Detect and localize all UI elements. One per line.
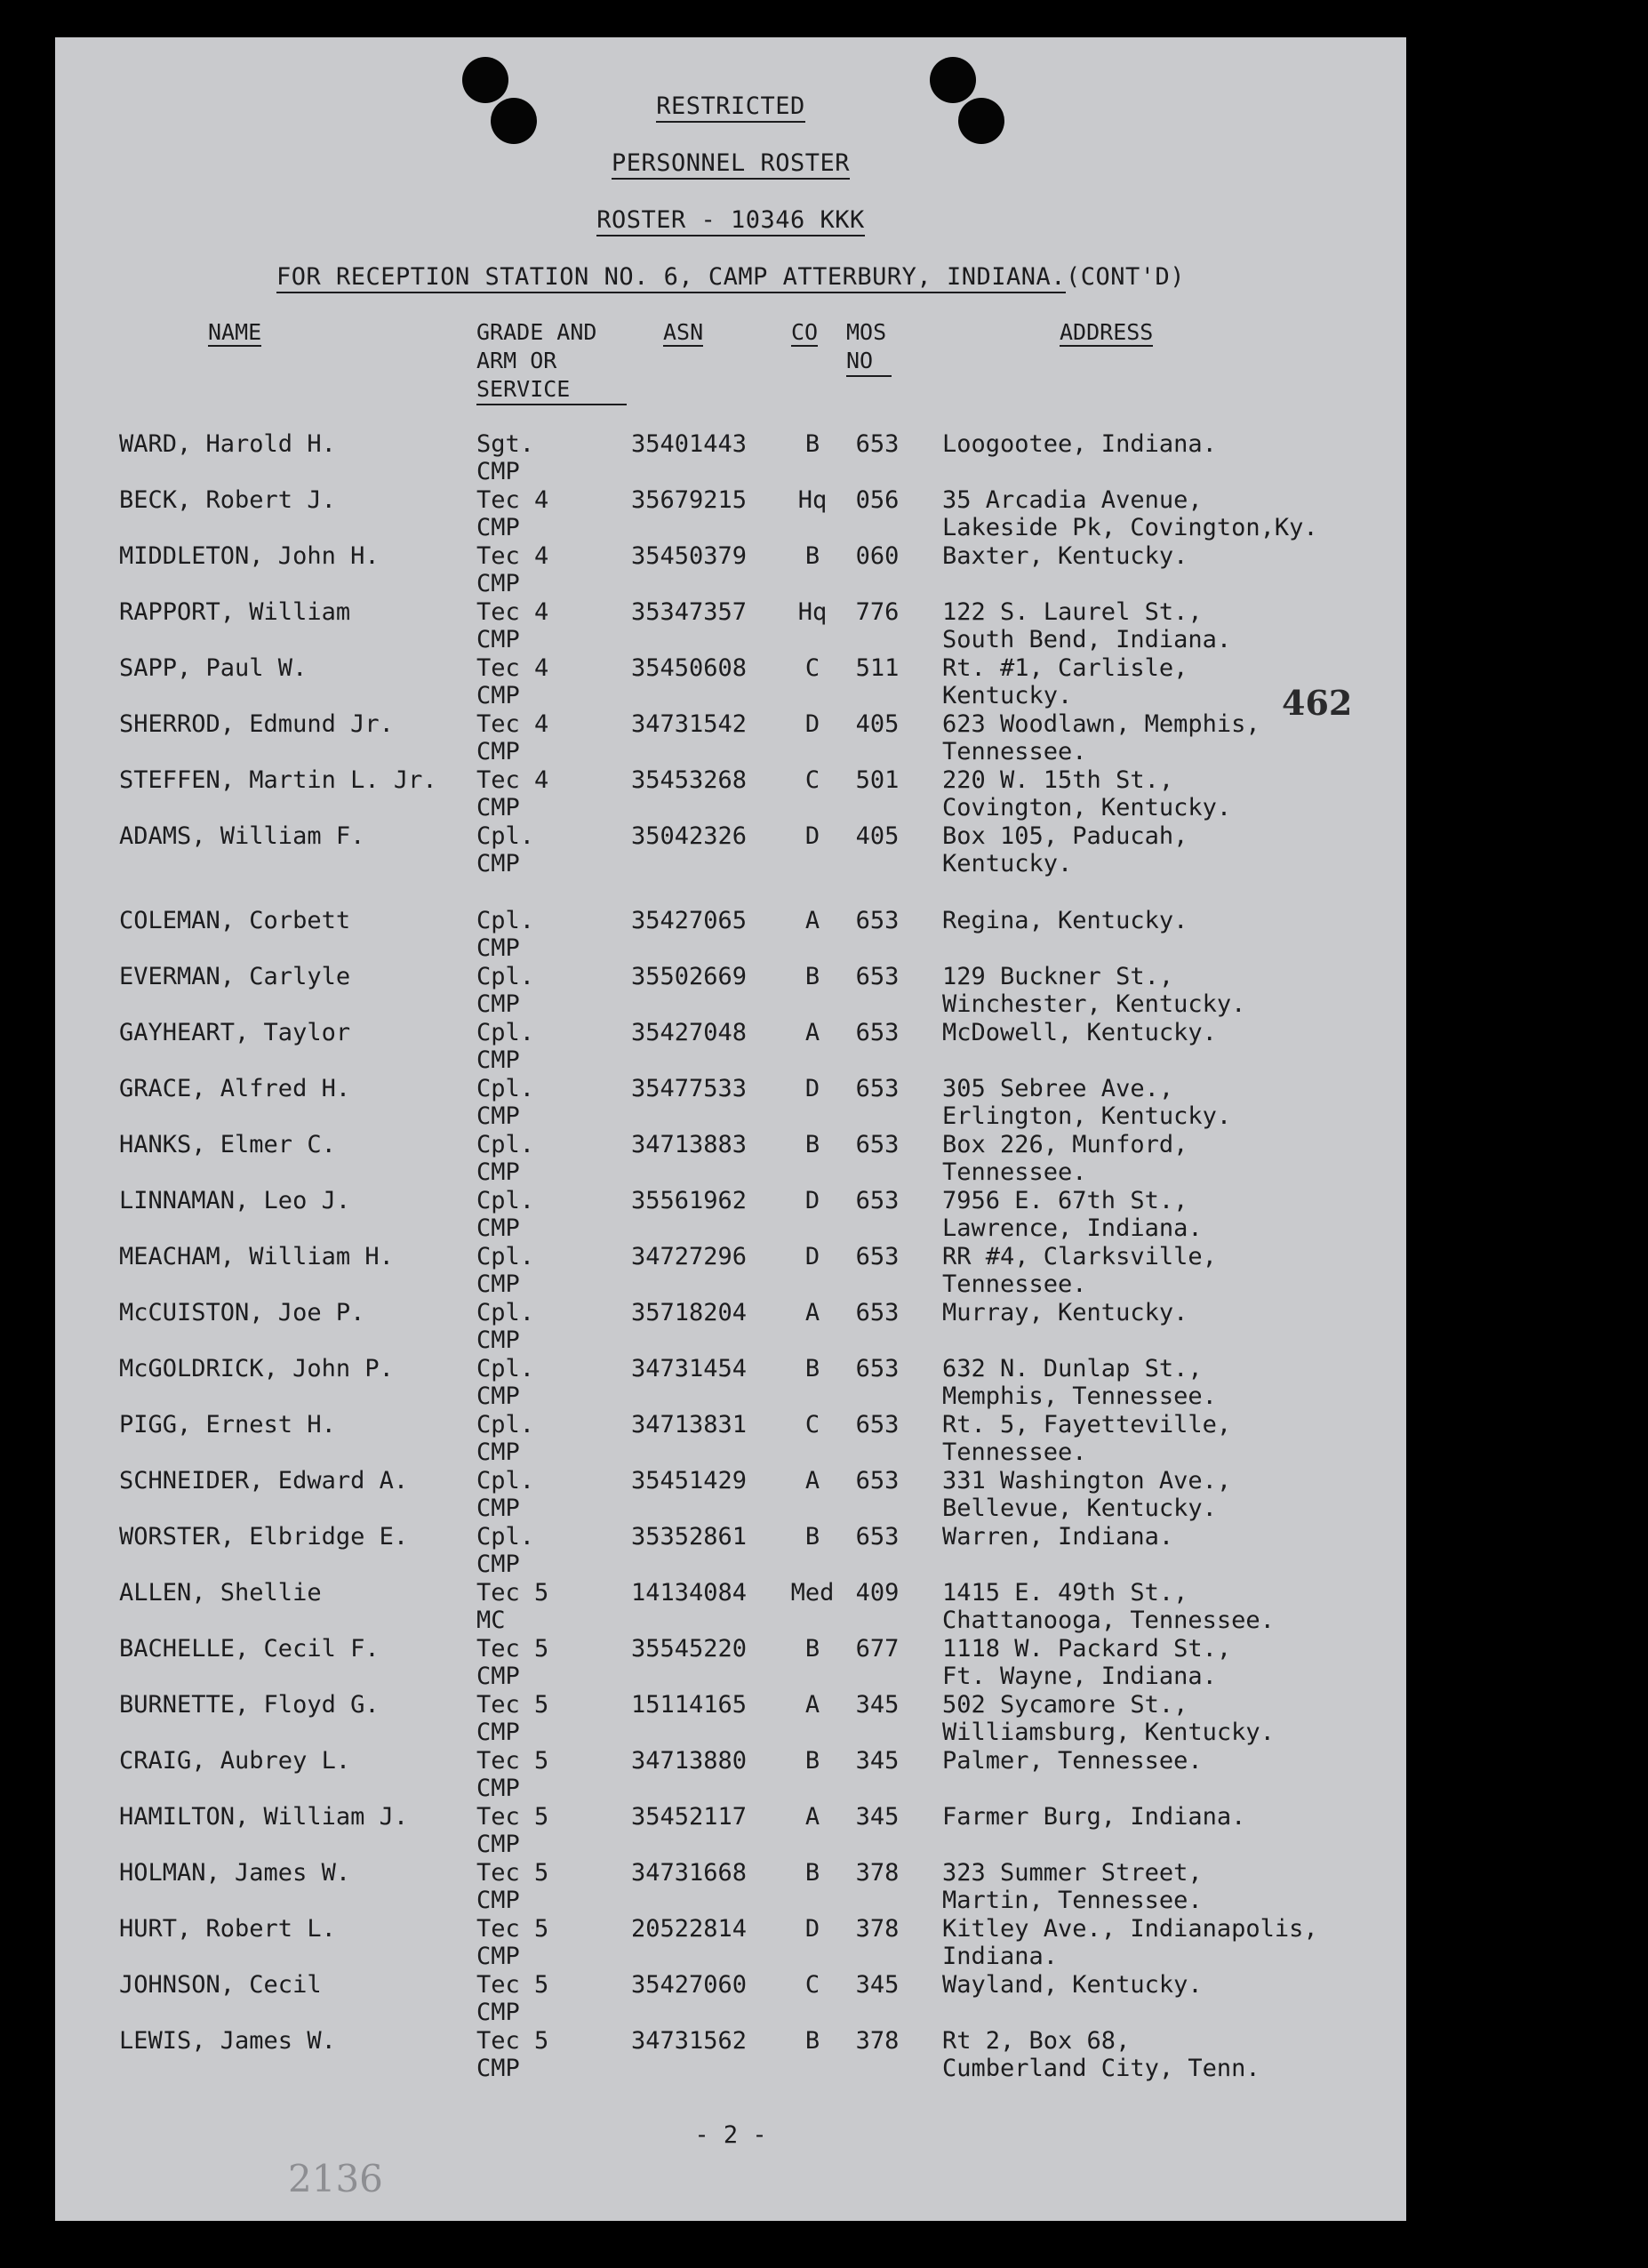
mos-cell: 378 [855,1915,900,1943]
table-row [55,710,1406,765]
arm-cell: CMP [476,1382,520,1410]
column-header-co: CO [791,319,819,345]
grade-cell: Cpl. [476,1467,535,1495]
address-line2-cell: Tennessee. [942,738,1087,765]
asn-cell: 34713880 [631,1747,748,1775]
table-row [55,486,1406,541]
arm-cell: CMP [476,1831,520,1858]
name-cell: WORSTER, Elbridge E. [119,1523,409,1551]
asn-cell: 34731454 [631,1355,748,1382]
grade-cell: Cpl. [476,1075,535,1102]
asn-cell: 35401443 [631,430,748,458]
grade-cell: Tec 5 [476,1635,549,1663]
table-row [55,822,1406,878]
column-header-address: ADDRESS [1060,319,1154,345]
grade-cell: Tec 4 [476,598,549,626]
co-cell: B [804,430,820,458]
address-line2-cell: South Bend, Indiana. [942,626,1232,653]
address-line2-cell: Martin, Tennessee. [942,1887,1203,1914]
arm-cell: CMP [476,1102,520,1130]
grade-cell: Tec 5 [476,1971,549,1999]
mos-cell: 653 [855,1075,900,1102]
grade-cell: Cpl. [476,907,535,934]
grade-cell: Cpl. [476,1523,535,1551]
co-cell: C [804,1971,820,1999]
address-line1-cell: 323 Summer Street, [942,1859,1203,1887]
address-line1-cell: 1118 W. Packard St., [942,1635,1232,1663]
mos-cell: 345 [855,1971,900,1999]
table-row [55,1803,1406,1858]
asn-cell: 34713883 [631,1131,748,1158]
table-row [55,1747,1406,1802]
asn-cell: 20522814 [631,1915,748,1943]
name-cell: GRACE, Alfred H. [119,1075,351,1102]
mos-cell: 653 [855,1187,900,1214]
mos-cell: 653 [855,963,900,990]
mos-cell: 409 [855,1579,900,1607]
arm-cell: CMP [476,2055,520,2082]
co-cell: Hq [797,598,828,626]
asn-cell: 35347357 [631,598,748,626]
co-cell: C [804,1411,820,1439]
co-cell: B [804,2027,820,2055]
address-line2-cell: Indiana. [942,1943,1059,1970]
name-cell: SAPP, Paul W. [119,654,308,682]
address-line1-cell: Farmer Burg, Indiana. [942,1803,1246,1831]
mos-cell: 653 [855,1243,900,1270]
table-row [55,2027,1406,2082]
asn-cell: 34713831 [631,1411,748,1439]
table-row [55,1243,1406,1298]
asn-cell: 34727296 [631,1243,748,1270]
co-cell: B [804,1747,820,1775]
grade-cell: Tec 4 [476,486,549,514]
table-row [55,1355,1406,1410]
asn-cell: 14134084 [631,1579,748,1607]
arm-cell: CMP [476,1943,520,1970]
table-row [55,542,1406,597]
arm-cell: CMP [476,1326,520,1354]
asn-cell: 35451429 [631,1467,748,1495]
grade-cell: Cpl. [476,1299,535,1326]
mos-cell: 653 [855,1299,900,1326]
co-cell: Hq [797,486,828,514]
co-cell: D [804,1243,820,1270]
grade-cell: Tec 4 [476,766,549,794]
column-header-mos: MOS NO [846,318,892,377]
asn-cell: 35427065 [631,907,748,934]
co-cell: B [804,542,820,570]
address-line1-cell: 623 Woodlawn, Memphis, [942,710,1260,738]
arm-cell: CMP [476,1663,520,1690]
address-line1-cell: Box 105, Paducah, [942,822,1188,850]
address-line1-cell: 129 Buckner St., [942,963,1174,990]
address-line2-cell: Winchester, Kentucky. [942,990,1246,1018]
arm-cell: CMP [476,1214,520,1242]
table-row [55,1019,1406,1074]
address-line2-cell: Tennessee. [942,1158,1087,1186]
asn-cell: 35042326 [631,822,748,850]
faint-number: 2136 [288,2157,383,2200]
address-line1-cell: Regina, Kentucky. [942,907,1188,934]
co-cell: Med [790,1579,835,1607]
name-cell: McGOLDRICK, John P. [119,1355,394,1382]
name-cell: ALLEN, Shellie [119,1579,322,1607]
address-line1-cell: 632 N. Dunlap St., [942,1355,1203,1382]
grade-cell: Cpl. [476,1411,535,1439]
table-row [55,1523,1406,1578]
arm-cell: CMP [476,514,520,541]
co-cell: A [804,907,820,934]
co-cell: B [804,1131,820,1158]
arm-cell: CMP [476,1719,520,1746]
table-row [55,1299,1406,1354]
address-line2-cell: Kentucky. [942,850,1073,878]
personnel-roster-heading: PERSONNEL ROSTER [55,149,1406,177]
column-header-grade: GRADE AND ARM OR SERVICE [476,318,627,405]
address-line1-cell: Baxter, Kentucky. [942,542,1188,570]
grade-cell: Cpl. [476,1131,535,1158]
asn-cell: 35453268 [631,766,748,794]
table-row [55,1075,1406,1130]
address-line2-cell: Cumberland City, Tenn. [942,2055,1260,2082]
name-cell: BECK, Robert J. [119,486,336,514]
mos-cell: 345 [855,1747,900,1775]
mos-cell: 653 [855,907,900,934]
grade-cell: Cpl. [476,1355,535,1382]
co-cell: C [804,654,820,682]
table-row [55,1187,1406,1242]
table-row [55,907,1406,962]
address-line2-cell: Bellevue, Kentucky. [942,1495,1217,1522]
name-cell: HOLMAN, James W. [119,1859,351,1887]
address-line2-cell: Lawrence, Indiana. [942,1214,1203,1242]
grade-cell: Tec 5 [476,1803,549,1831]
address-line2-cell: Kentucky. [942,682,1073,709]
co-cell: D [804,710,820,738]
address-line2-cell: Tennessee. [942,1270,1087,1298]
address-line1-cell: RR #4, Clarksville, [942,1243,1217,1270]
mos-cell: 653 [855,1355,900,1382]
column-header-name: NAME [208,319,262,345]
asn-cell: 35452117 [631,1803,748,1831]
co-cell: A [804,1691,820,1719]
name-cell: HAMILTON, William J. [119,1803,409,1831]
stamp-number: 462 [1282,683,1353,723]
address-line1-cell: Warren, Indiana. [942,1523,1174,1551]
table-row [55,1635,1406,1690]
address-line2-cell: Chattanooga, Tennessee. [942,1607,1275,1634]
address-line1-cell: Wayland, Kentucky. [942,1971,1203,1999]
co-cell: D [804,822,820,850]
address-line1-cell: 122 S. Laurel St., [942,598,1203,626]
table-row [55,1691,1406,1746]
arm-cell: CMP [476,990,520,1018]
column-header-asn: ASN [663,319,704,345]
table-row [55,430,1406,485]
mos-cell: 653 [855,1523,900,1551]
arm-cell: CMP [476,570,520,597]
mos-cell: 653 [855,1411,900,1439]
table-row [55,963,1406,1018]
name-cell: STEFFEN, Martin L. Jr. [119,766,437,794]
co-cell: B [804,1523,820,1551]
grade-cell: Tec 5 [476,1747,549,1775]
mos-cell: 653 [855,1467,900,1495]
address-line1-cell: 1415 E. 49th St., [942,1579,1188,1607]
co-cell: A [804,1299,820,1326]
asn-cell: 35718204 [631,1299,748,1326]
name-cell: RAPPORT, William [119,598,351,626]
asn-cell: 35427060 [631,1971,748,1999]
roster-number-heading: ROSTER - 10346 KKK [55,206,1406,234]
name-cell: SHERROD, Edmund Jr. [119,710,394,738]
co-cell: A [804,1467,820,1495]
table-row [55,1971,1406,2026]
address-line2-cell: Tennessee. [942,1439,1087,1466]
arm-cell: CMP [476,934,520,962]
mos-cell: 677 [855,1635,900,1663]
asn-cell: 34731668 [631,1859,748,1887]
name-cell: LEWIS, James W. [119,2027,336,2055]
address-line1-cell: 305 Sebree Ave., [942,1075,1174,1102]
grade-cell: Tec 5 [476,1859,549,1887]
asn-cell: 35450608 [631,654,748,682]
co-cell: B [804,1635,820,1663]
co-cell: A [804,1803,820,1831]
arm-cell: CMP [476,1887,520,1914]
arm-cell: CMP [476,458,520,485]
co-cell: D [804,1187,820,1214]
name-cell: SCHNEIDER, Edward A. [119,1467,409,1495]
mos-cell: 060 [855,542,900,570]
name-cell: WARD, Harold H. [119,430,336,458]
grade-cell: Tec 5 [476,1915,549,1943]
mos-cell: 501 [855,766,900,794]
table-row [55,1859,1406,1914]
name-cell: CRAIG, Aubrey L. [119,1747,351,1775]
asn-cell: 35545220 [631,1635,748,1663]
address-line1-cell: Murray, Kentucky. [942,1299,1188,1326]
grade-cell: Tec 5 [476,1579,549,1607]
grade-cell: Tec 4 [476,542,549,570]
grade-cell: Sgt. [476,430,535,458]
address-line1-cell: Kitley Ave., Indianapolis, [942,1915,1318,1943]
arm-cell: CMP [476,1551,520,1578]
arm-cell: CMP [476,1439,520,1466]
mos-cell: 345 [855,1691,900,1719]
table-row [55,1467,1406,1522]
address-line2-cell: Erlington, Kentucky. [942,1102,1232,1130]
co-cell: B [804,1355,820,1382]
co-cell: C [804,766,820,794]
name-cell: HURT, Robert L. [119,1915,336,1943]
station-heading: FOR RECEPTION STATION NO. 6, CAMP ATTERBURY, INDIANA.(CONT'D) [55,263,1406,291]
page-number: - 2 - [694,2121,767,2149]
address-line2-cell: Lakeside Pk, Covington,Ky. [942,514,1318,541]
table-row [55,598,1406,653]
mos-cell: 378 [855,1859,900,1887]
address-line1-cell: 502 Sycamore St., [942,1691,1188,1719]
grade-cell: Cpl. [476,822,535,850]
table-row [55,1411,1406,1466]
mos-cell: 653 [855,1131,900,1158]
name-cell: COLEMAN, Corbett [119,907,351,934]
restricted-heading: RESTRICTED [55,92,1406,120]
table-row [55,1579,1406,1634]
co-cell: D [804,1915,820,1943]
arm-cell: CMP [476,794,520,821]
mos-cell: 405 [855,822,900,850]
address-line1-cell: 220 W. 15th St., [942,766,1174,794]
asn-cell: 15114165 [631,1691,748,1719]
mos-cell: 511 [855,654,900,682]
asn-cell: 35561962 [631,1187,748,1214]
asn-cell: 35477533 [631,1075,748,1102]
table-row [55,1915,1406,1970]
grade-cell: Tec 4 [476,654,549,682]
asn-cell: 35427048 [631,1019,748,1046]
address-line1-cell: Rt. #1, Carlisle, [942,654,1188,682]
arm-cell: CMP [476,1270,520,1298]
name-cell: PIGG, Ernest H. [119,1411,336,1439]
arm-cell: CMP [476,738,520,765]
station-heading-suffix: (CONT'D) [1066,263,1186,291]
address-line2-cell: Covington, Kentucky. [942,794,1232,821]
name-cell: ADAMS, William F. [119,822,365,850]
asn-cell: 34731562 [631,2027,748,2055]
asn-cell: 35502669 [631,963,748,990]
address-line1-cell: Palmer, Tennessee. [942,1747,1203,1775]
mos-cell: 378 [855,2027,900,2055]
grade-cell: Tec 4 [476,710,549,738]
mos-cell: 653 [855,1019,900,1046]
address-line1-cell: McDowell, Kentucky. [942,1019,1217,1046]
name-cell: JOHNSON, Cecil [119,1971,322,1999]
asn-cell: 34731542 [631,710,748,738]
co-cell: B [804,963,820,990]
table-row [55,1131,1406,1186]
mos-cell: 056 [855,486,900,514]
arm-cell: CMP [476,1999,520,2026]
address-line1-cell: Box 226, Munford, [942,1131,1188,1158]
mos-cell: 653 [855,430,900,458]
address-line1-cell: 35 Arcadia Avenue, [942,486,1203,514]
name-cell: LINNAMAN, Leo J. [119,1187,351,1214]
address-line1-cell: Rt. 5, Fayetteville, [942,1411,1232,1439]
address-line1-cell: 7956 E. 67th St., [942,1187,1188,1214]
grade-cell: Cpl. [476,963,535,990]
arm-cell: MC [476,1607,506,1634]
name-cell: BACHELLE, Cecil F. [119,1635,380,1663]
co-cell: A [804,1019,820,1046]
name-cell: GAYHEART, Taylor [119,1019,351,1046]
address-line2-cell: Ft. Wayne, Indiana. [942,1663,1217,1690]
arm-cell: CMP [476,1775,520,1802]
grade-cell: Tec 5 [476,2027,549,2055]
name-cell: HANKS, Elmer C. [119,1131,336,1158]
address-line1-cell: Loogootee, Indiana. [942,430,1217,458]
mos-cell: 776 [855,598,900,626]
co-cell: D [804,1075,820,1102]
arm-cell: CMP [476,1046,520,1074]
table-row [55,654,1406,709]
asn-cell: 35352861 [631,1523,748,1551]
name-cell: MIDDLETON, John H. [119,542,380,570]
table-row [55,766,1406,821]
address-line1-cell: Rt 2, Box 68, [942,2027,1131,2055]
arm-cell: CMP [476,1158,520,1186]
asn-cell: 35679215 [631,486,748,514]
name-cell: EVERMAN, Carlyle [119,963,351,990]
address-line1-cell: 331 Washington Ave., [942,1467,1232,1495]
address-line2-cell: Williamsburg, Kentucky. [942,1719,1275,1746]
grade-cell: Cpl. [476,1243,535,1270]
roster-page [55,37,1406,2221]
name-cell: McCUISTON, Joe P. [119,1299,365,1326]
grade-cell: Cpl. [476,1019,535,1046]
asn-cell: 35450379 [631,542,748,570]
name-cell: MEACHAM, William H. [119,1243,394,1270]
arm-cell: CMP [476,682,520,709]
grade-cell: Tec 5 [476,1691,549,1719]
co-cell: B [804,1859,820,1887]
arm-cell: CMP [476,850,520,878]
name-cell: BURNETTE, Floyd G. [119,1691,380,1719]
arm-cell: CMP [476,1495,520,1522]
arm-cell: CMP [476,626,520,653]
grade-cell: Cpl. [476,1187,535,1214]
mos-cell: 405 [855,710,900,738]
address-line2-cell: Memphis, Tennessee. [942,1382,1217,1410]
mos-cell: 345 [855,1803,900,1831]
